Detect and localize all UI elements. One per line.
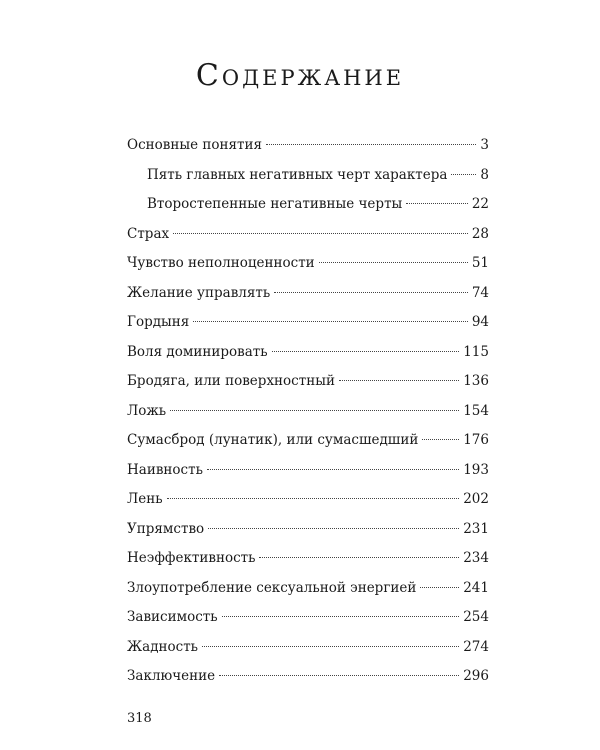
toc-entry bbox=[127, 131, 489, 161]
dot-leader bbox=[339, 380, 459, 381]
toc-entry-label: Зависимость bbox=[127, 609, 218, 625]
dot-leader bbox=[193, 321, 468, 322]
toc-entry-label: Лень bbox=[127, 491, 163, 507]
dot-leader bbox=[207, 469, 459, 470]
toc-entry bbox=[127, 485, 489, 515]
toc-entry-label: Основные понятия bbox=[127, 137, 262, 153]
toc-entry-page: 274 bbox=[463, 638, 489, 655]
toc-entry bbox=[127, 367, 489, 397]
dot-leader bbox=[451, 174, 476, 175]
dot-leader bbox=[259, 557, 459, 558]
toc-entry-label: Страх bbox=[127, 225, 170, 242]
toc-entry-label: Ложь bbox=[127, 402, 167, 419]
toc-entry bbox=[127, 456, 489, 486]
toc-entry-page: 176 bbox=[463, 432, 489, 448]
toc-entry-page: 3 bbox=[480, 137, 489, 153]
toc-entry-page: 202 bbox=[463, 491, 489, 507]
toc-entry-label: Второстепенные негативные черты bbox=[147, 196, 403, 212]
toc-subentry bbox=[127, 190, 489, 220]
toc-entry bbox=[127, 397, 489, 427]
toc-entry-label: Гордыня bbox=[127, 314, 190, 330]
toc-entry-label: Бродяга, или поверхностный bbox=[127, 373, 335, 389]
toc-entry-label: Пять главных негативных черт характера bbox=[147, 166, 448, 183]
toc-entry bbox=[127, 308, 489, 338]
toc-entry bbox=[127, 426, 489, 456]
toc-entry-label: Воля доминировать bbox=[127, 343, 268, 360]
toc-entry bbox=[127, 249, 489, 279]
toc-entry bbox=[127, 279, 489, 309]
toc-entry-label: Желание управлять bbox=[127, 284, 271, 301]
toc-entry-label: Заключение bbox=[127, 668, 216, 684]
dot-leader bbox=[219, 675, 459, 676]
dot-leader bbox=[266, 144, 476, 145]
toc-entry-page: 51 bbox=[471, 255, 489, 271]
toc-entry bbox=[127, 544, 489, 574]
dot-leader bbox=[274, 292, 468, 293]
dot-leader bbox=[420, 587, 459, 588]
table-of-contents bbox=[127, 131, 489, 692]
dot-leader bbox=[208, 528, 459, 529]
toc-entry-label: Наивность bbox=[127, 461, 203, 478]
toc-entry-label: Жадность bbox=[127, 638, 199, 655]
dot-leader bbox=[202, 646, 459, 647]
page-title: Содержание bbox=[195, 58, 405, 93]
toc-subentry bbox=[127, 161, 489, 191]
dot-leader bbox=[167, 498, 460, 499]
toc-entry-page: 22 bbox=[471, 196, 489, 212]
dot-leader bbox=[272, 351, 460, 352]
toc-entry-label: Чувство неполноценности bbox=[127, 255, 315, 271]
toc-entry bbox=[127, 220, 489, 250]
dot-leader bbox=[319, 262, 468, 263]
toc-entry bbox=[127, 603, 489, 633]
page-number: 318 bbox=[127, 711, 152, 726]
toc-entry bbox=[127, 633, 489, 663]
toc-entry-page: 241 bbox=[463, 579, 489, 596]
toc-entry bbox=[127, 515, 489, 545]
toc-entry-label: Неэффективность bbox=[127, 550, 256, 566]
toc-entry-page: 136 bbox=[463, 373, 489, 389]
toc-entry-page: 154 bbox=[463, 402, 489, 419]
dot-leader bbox=[406, 203, 468, 204]
toc-entry-page: 296 bbox=[463, 668, 489, 684]
dot-leader bbox=[170, 410, 459, 411]
toc-entry-page: 28 bbox=[471, 225, 489, 242]
toc-entry bbox=[127, 662, 489, 692]
dot-leader bbox=[173, 233, 468, 234]
toc-entry-page: 8 bbox=[480, 166, 489, 183]
dot-leader bbox=[222, 616, 460, 617]
toc-entry-page: 254 bbox=[463, 609, 489, 625]
toc-entry-label: Сумасброд (лунатик), или сумасшедший bbox=[127, 432, 419, 448]
toc-entry-label: Упрямство bbox=[127, 520, 205, 537]
toc-entry-page: 231 bbox=[463, 520, 489, 537]
toc-entry bbox=[127, 338, 489, 368]
toc-entry-page: 74 bbox=[471, 284, 489, 301]
toc-entry-label: Злоупотребление сексуальной энергией bbox=[127, 579, 417, 596]
toc-entry-page: 94 bbox=[471, 314, 489, 330]
toc-entry-page: 115 bbox=[463, 343, 489, 360]
toc-entry bbox=[127, 574, 489, 604]
dot-leader bbox=[422, 439, 459, 440]
toc-entry-page: 193 bbox=[463, 461, 489, 478]
toc-entry-page: 234 bbox=[463, 550, 489, 566]
